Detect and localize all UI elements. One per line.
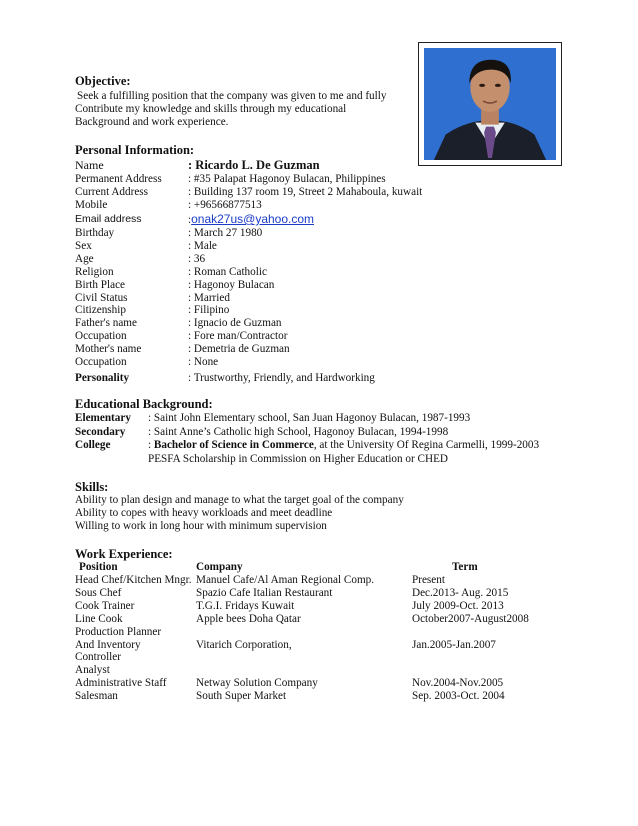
field-value: : Saint John Elementary school, San Juan Hagonoy Bulacan, 1987-1993 [148,412,471,424]
field-label: Personality [75,372,130,384]
objective-heading: Objective: [75,74,131,88]
work-position: Cook Trainer [75,599,135,612]
work-row [75,639,595,652]
work-row [75,626,595,639]
field-label: Occupation [75,356,127,368]
field-value: : #35 Palapat Hagonoy Bulacan, Philippines [188,173,386,185]
field-value: : Demetria de Guzman [188,343,290,356]
work-company: Spazio Cafe Italian Restaurant [196,586,333,599]
profile-photo [418,42,562,166]
portrait-image [424,48,556,160]
field-value: : +96566877513 [188,199,262,211]
field-value [148,439,539,452]
work-row [75,651,595,664]
field-value: : Saint Anne’s Catholic high School, Hagonoy Bulacan, 1994-1998 [148,426,449,438]
work-row [75,600,595,613]
work-position: Sous Chef [75,586,122,599]
education-heading: Educational Background: [75,397,213,411]
personal-heading: Personal Information: [75,143,195,157]
work-term: Dec.2013- Aug. 2015 [412,586,509,599]
field-value: : Hagonoy Bulacan [188,278,275,291]
scholarship-line: PESFA Scholarship in Commission on Higher Education or CHED [148,453,448,465]
objective-line: Seek a fulfilling position that the company was given to me and fully [77,90,387,102]
work-company: Vitarich Corporation, [196,638,292,651]
work-position: Salesman [75,690,118,703]
work-company: Manuel Cafe/Al Aman Regional Comp. [196,574,375,586]
field-value [188,213,314,227]
college-prefix: : [148,439,154,451]
work-row [75,587,595,600]
field-label: Birth Place [75,278,126,291]
skill-line: Willing to work in long hour with minimum supervision [75,520,327,532]
field-value: : Married [188,291,230,304]
field-value: : Building 137 room 19, Street 2 Mahaboula, kuwait [188,186,423,198]
college-rest: , at the University Of Regina Carmelli, 1999-2003 [313,439,540,451]
work-position: Line Cook [75,612,123,625]
work-position: Administrative Staff [75,677,167,690]
field-value: : Ricardo L. De Guzman [188,158,320,172]
work-position: And Inventory [75,638,141,651]
skill-line: Ability to copes with heavy workloads and meet deadline [75,507,333,519]
work-row [75,677,595,690]
col-company: Company [196,561,243,573]
field-label: Current Address [75,186,149,198]
work-company: Apple bees Doha Qatar [196,612,301,625]
college-degree: Bachelor of Science in Commerce [153,439,314,451]
email-link[interactable]: onak27us@yahoo.com [191,212,315,226]
field-value: : Ignacio de Guzman [188,317,282,330]
work-company: Netway Solution Company [196,677,318,690]
field-label: Permanent Address [75,173,162,185]
work-term: July 2009-Oct. 2013 [412,599,504,612]
field-value: : None [188,356,219,368]
field-label: Age [75,252,94,265]
field-value: : 36 [188,252,206,265]
field-label: College [75,439,111,451]
work-heading: Work Experience: [75,547,173,561]
field-label: Name [75,158,104,172]
field-label: Elementary [75,412,131,424]
field-value: : Trustworthy, Friendly, and Hardworking [188,372,375,384]
work-term: Nov.2004-Nov.2005 [412,677,504,690]
field-label: Citizenship [75,304,126,317]
field-label: Mobile [75,199,108,211]
work-term: October2007-August2008 [412,612,529,625]
field-label: Email address [75,213,142,225]
work-term: Jan.2005-Jan.2007 [412,638,496,651]
col-position: Position [79,561,118,573]
field-value: : Fore man/Contractor [188,330,288,343]
work-company: T.G.I. Fridays Kuwait [196,599,295,612]
field-label: Secondary [75,426,126,438]
col-term: Term [452,561,478,573]
objective-line: Background and work experience. [75,116,229,128]
work-row [75,613,595,626]
email-prefix: : [188,214,192,226]
field-value: : Filipino [188,304,230,317]
field-label: Civil Status [75,291,128,304]
field-label: Birthday [75,227,115,239]
work-row [75,664,595,677]
field-value: : Roman Catholic [188,265,267,278]
field-label: Religion [75,265,114,278]
field-label: Occupation [75,330,127,343]
field-value: : March 27 1980 [188,227,263,239]
objective-line: Contribute my knowledge and skills through my educational [75,103,347,115]
skills-heading: Skills: [75,480,109,494]
field-label: Sex [75,239,92,252]
work-position: Controller [75,651,121,664]
work-row [75,690,595,703]
work-position: Production Planner [75,625,162,638]
work-position: Analyst [75,664,110,677]
field-value: : Male [188,239,217,252]
work-company: South Super Market [196,690,287,703]
work-term: Present [412,574,445,586]
work-term: Sep. 2003-Oct. 2004 [412,690,505,703]
work-row [75,574,595,587]
work-header-row [75,561,595,574]
field-label: Mother's name [75,343,142,356]
field-label: Father's name [75,317,137,330]
work-position: Head Chef/Kitchen Mngr. [75,574,192,586]
skill-line: Ability to plan design and manage to what the target goal of the company [75,494,404,506]
